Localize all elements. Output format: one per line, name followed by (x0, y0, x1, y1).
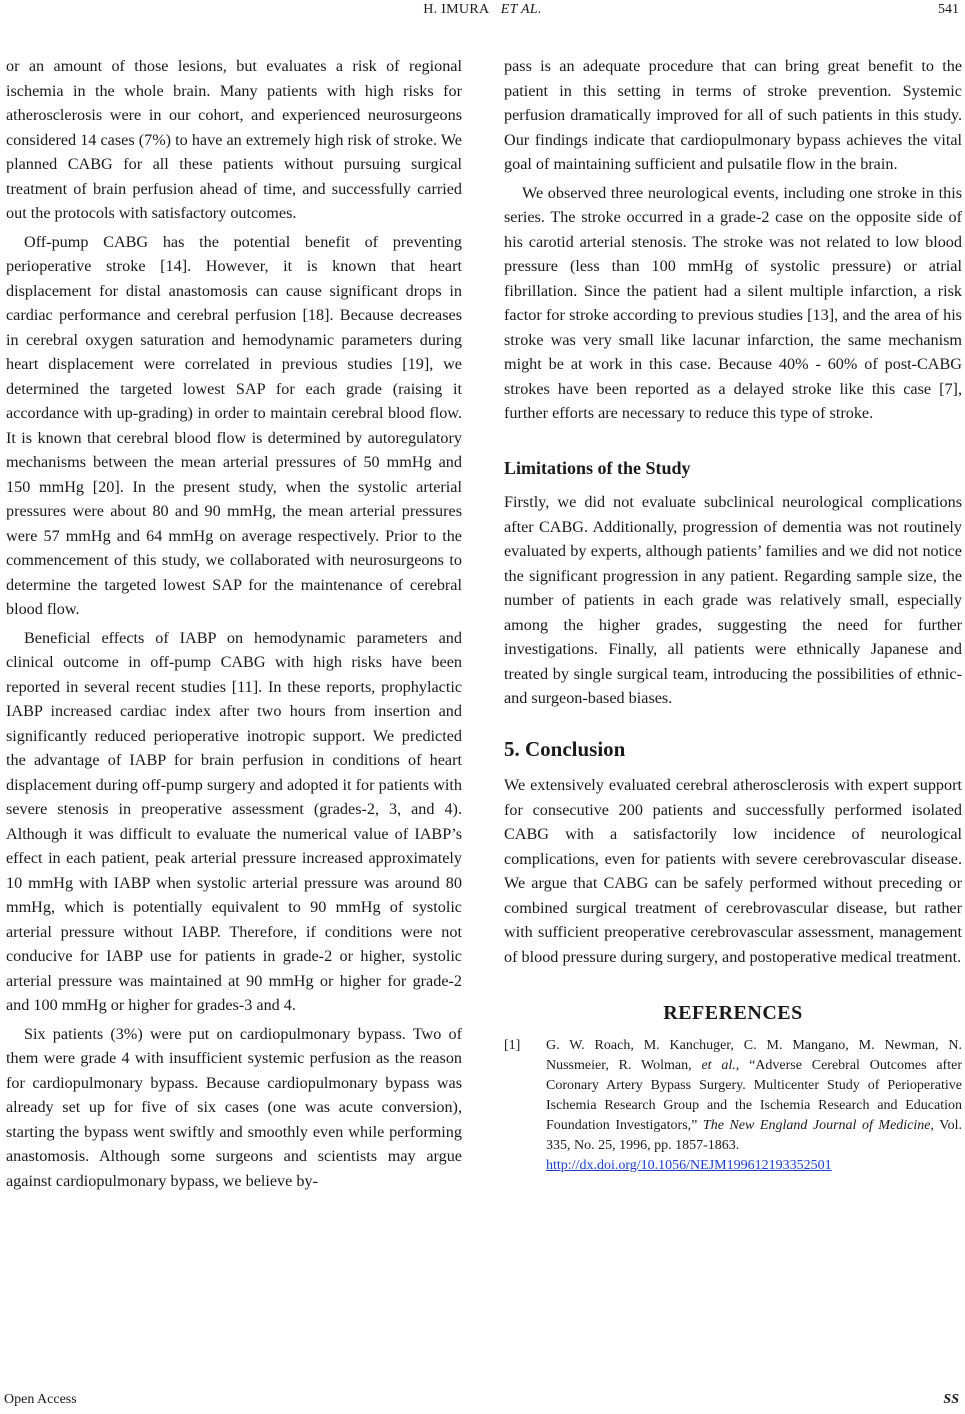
conclusion-text: We extensively evaluated cerebral atherosclerosis with expert support for consecutive 200 patients and successfully performed isolated CABG with a satisfactorily low incidence of neurological complications, even for patients with severe cerebrovascular disease. We argue that CABG can be safely performed without preceding or combined surgical treatment of cerebrovascular disease, but rather with sufficient preoperative cerebrovascular assessment, management of blood pressure during surgery, and postoperative medical treatment. (504, 776, 962, 966)
right-paragraph-1: pass is an adequate procedure that can bring great benefit to the patient in this setting in terms of stroke prevention. Systemic perfusion dramatically improved for all of such patients in this study. Our findings indicate that cardiopulmonary bypass achieves the vital goal of maintaining sufficient and pulsatile flow in the brain. (504, 57, 962, 173)
reference-item (504, 1036, 962, 1176)
reference-body (546, 1036, 962, 1176)
page-footer (0, 1392, 965, 1412)
conclusion-heading: 5. Conclusion (504, 736, 626, 761)
reference-etal: et al. (701, 1057, 736, 1073)
left-paragraph-3: Beneficial effects of IABP on hemodynamic parameters and clinical outcome in off-pump CABG with high risks have been reported in several recent studies [11]. In these reports, prophylactic IABP increased cardiac index after two hours from insertion and significantly reduced perioperative inotropic support. We predicted the advantage of IABP for brain perfusion in conditions of heart displacement during off-pump surgery and adopted it for patients with severe stenosis in preoperative assessment (grades-2, 3, and 4). Although it was difficult to evaluate the numerical value of IABP’s effect in each patient, peak arterial pressure increased approximately 10 mmHg with IABP when systolic arterial pressure was around 80 mmHg, which is potentially equivalent to 90 mmHg of systolic arterial pressure without IABP. Therefore, if conditions were not conducive for IABP use for patients in grade-2 or higher, systolic arterial pressure was maintained at 90 mmHg or higher for grade-2 and 100 mmHg or higher for grades-3 and 4. (6, 628, 462, 1014)
left-paragraph-2: Off-pump CABG has the potential benefit of preventing perioperative stroke [14]. However, it is known that heart displacement for distal anastomosis can cause significant drops in cardiac performance and cerebral perfusion [18]. Because decreases in cerebral oxygen saturation and hemodynamic parameters during heart displacement were correlated in previous studies [19], we determined the targeted lowest SAP for each grade (raising it accordance with up-grading) in order to maintain cerebral blood flow. It is known that cerebral blood flow is determined by autoregulatory mechanisms between the mean arterial pressures of 50 mmHg and 150 mmHg [20]. In the present study, when the systolic arterial pressures were about 80 and 90 mmHg, the mean arterial pressures were 57 mmHg and 64 mmHg on average respectively. Prior to the commencement of this study, we collaborated with neurosurgeons to determine the targeted lowest SAP for the maintenance of cerebral blood flow. (6, 232, 462, 618)
running-head (0, 2, 965, 18)
left-paragraph-1: or an amount of those lesions, but evaluates a risk of regional ischemia in the whole brain. Many patients with high risks for atherosclerosis were in our cohort, and experienced neurosurgeons considered 14 cases (7%) to have an extremely high risk of stroke. We planned CABG for all these patients without pursuing surgical treatment of brain perfusion ahead of time, and successfully carried out the protocols with satisfactory outcomes. (6, 57, 462, 222)
reference-details: , Vol. 335, No. 25, 1996, pp. 1857-1863. (546, 1117, 962, 1153)
right-column (504, 54, 962, 1176)
left-column (6, 54, 462, 1197)
reference-journal: The New England Journal of Medicine (702, 1117, 931, 1133)
reference-doi-link[interactable]: http://dx.doi.org/10.1056/NEJM199612193352501 (546, 1157, 832, 1173)
reference-authors: G. W. Roach, M. Kanchuger, C. M. Mangano, M. Newman, N. Nussmeier, R. Wolman, (546, 1037, 962, 1073)
running-head-etal: ET AL. (500, 2, 542, 17)
limitations-heading: Limitations of the Study (504, 457, 691, 478)
right-paragraph-2: We observed three neurological events, including one stroke in this series. The stroke occurred in a grade-2 case on the opposite side of his carotid arterial stenosis. The stroke was not related to low blood pressure (less than 100 mmHg of systolic pressure) or atrial fibrillation. Since the patient had a silent multiple infarction, a risk factor for stroke according to previous studies [13], and the area of his stroke was very small like lacunar infarction, the same mechanism might be at work in this case. Because 40% - 60% of post-CABG strokes have been reported as a delayed stroke like this case [7], further efforts are necessary to reduce this type of stroke. (504, 183, 962, 422)
reference-number: [1] (504, 1037, 521, 1053)
running-head-author: H. IMURA (423, 2, 490, 17)
limitations-text: Firstly, we did not evaluate subclinical neurological complications after CABG. Additionally, progression of dementia was not routinely evaluated by experts, although patients’ families and we did not notice the significant progression in any patient. Regarding sample size, the number of patients in each grade was relatively small, especially among the higher grades, suggesting the need for further investigations. Finally, all patients were ethnically Japanese and treated by single surgical team, introducing the possibilities of ethnic-and surgeon-based biases. (504, 493, 962, 707)
journal-abbreviation: SS (943, 1392, 959, 1407)
left-paragraph-4: Six patients (3%) were put on cardiopulmonary bypass. Two of them were grade 4 with insufficient systemic perfusion as the reason for cardiopulmonary bypass. Because cardiopulmonary bypass was already set up for five of six cases (one was acute conversion), starting the bypass went swiftly and smoothly even while performing anastomosis. Although some surgeons and scientists may argue against cardiopulmonary bypass, we believe by- (6, 1024, 462, 1190)
open-access-label: Open Access (4, 1392, 77, 1407)
references-heading: REFERENCES (663, 1002, 803, 1024)
reference-title: , “Adverse Cerebral Outcomes after Coronary Artery Bypass Surgery. Multicenter Study of Perioperative Ischemia Research Group and the Ischemia Research and Education Foundation Investigators,” (546, 1057, 962, 1133)
page-number: 541 (938, 2, 959, 17)
page-header (0, 2, 965, 24)
